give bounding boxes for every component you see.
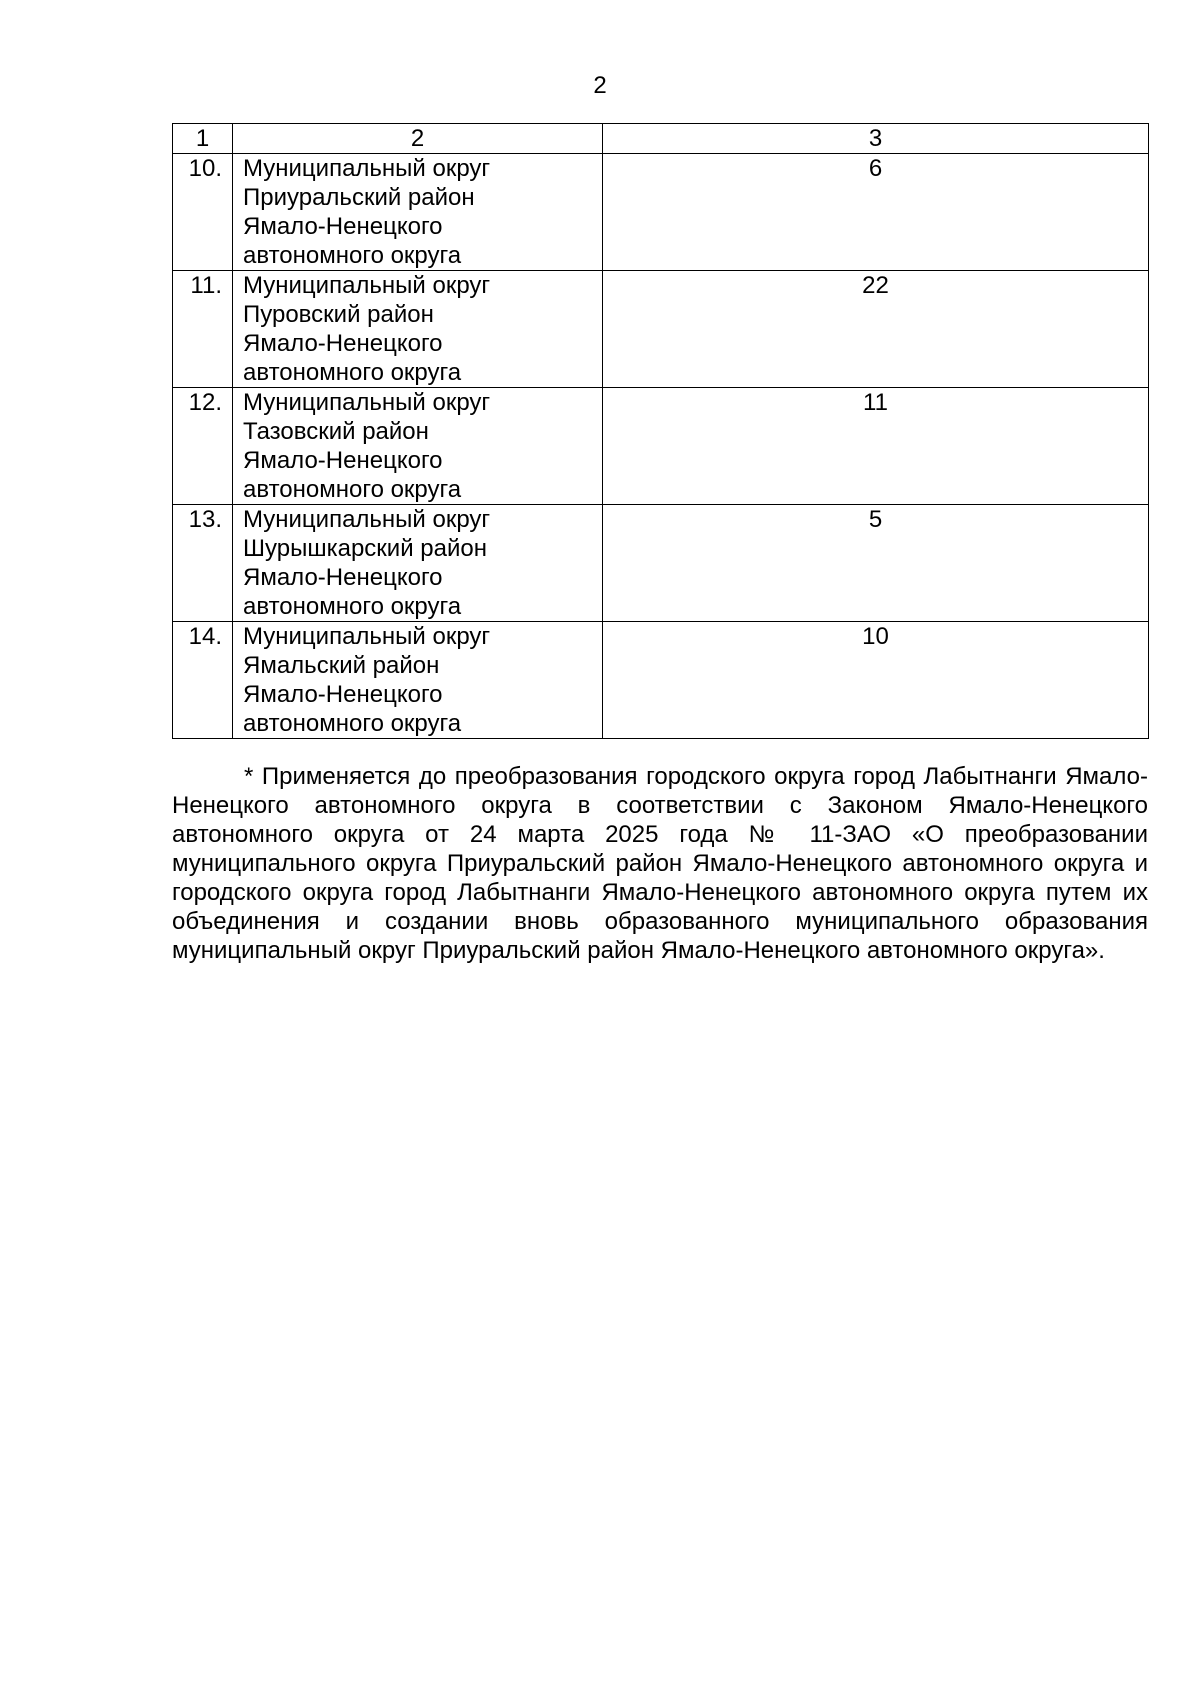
table-row	[173, 154, 1149, 271]
table-row	[173, 388, 1149, 505]
page-number: 2	[593, 72, 607, 99]
district-name-line: Муниципальный округ	[243, 506, 491, 533]
district-name-line: Ямало-Ненецкого	[243, 330, 443, 357]
district-name-line: Ямальский район	[243, 652, 440, 679]
district-name-line: Ямало-Ненецкого	[243, 213, 443, 240]
district-name-line: Приуральский район	[243, 184, 475, 211]
row-number: 12.	[173, 388, 233, 505]
district-value: 10	[603, 622, 1149, 739]
district-value: 6	[603, 154, 1149, 271]
district-name	[233, 622, 603, 739]
table-row	[173, 622, 1149, 739]
table-row	[173, 505, 1149, 622]
district-name-line: Муниципальный округ	[243, 389, 491, 416]
row-number: 14.	[173, 622, 233, 739]
district-name-line: Шурышкарский район	[243, 535, 487, 562]
table-header-row	[173, 124, 1149, 154]
district-name-line: Муниципальный округ	[243, 155, 491, 182]
district-value: 5	[603, 505, 1149, 622]
district-name-line: автономного округа	[243, 593, 462, 620]
district-name-line: Ямало-Ненецкого	[243, 564, 443, 591]
row-number: 10.	[173, 154, 233, 271]
district-name-line: Пуровский район	[243, 301, 434, 328]
column-header: 2	[233, 124, 603, 154]
district-name-line: Муниципальный округ	[243, 623, 491, 650]
district-name-line: автономного округа	[243, 359, 462, 386]
footnote: * Применяется до преобразования городского округа город Лабытнанги Ямало-Ненецкого автономного округа в соответствии с Законом Ямало-Ненецкого автономного округа от 24 марта 2025 года № 11-ЗАО «О преобразовании муниципального округа Приуральский район Ямало-Ненецкого автономного округа и городского округа город Лабытнанги Ямало-Ненецкого автономного округа путем их объединения и создании вновь образованного муниципального образования муниципальный округ Приуральский район Ямало-Ненецкого автономного округа».	[172, 763, 1148, 964]
district-name	[233, 271, 603, 388]
district-name	[233, 154, 603, 271]
district-value: 11	[603, 388, 1149, 505]
district-name-line: Муниципальный округ	[243, 272, 491, 299]
column-header: 3	[603, 124, 1149, 154]
district-name-line: автономного округа	[243, 476, 462, 503]
district-name	[233, 505, 603, 622]
district-name-line: Тазовский район	[243, 418, 429, 445]
column-header: 1	[173, 124, 233, 154]
district-name	[233, 388, 603, 505]
district-name-line: Ямало-Ненецкого	[243, 681, 443, 708]
districts-table	[172, 123, 1149, 739]
district-value: 22	[603, 271, 1149, 388]
row-number: 11.	[173, 271, 233, 388]
row-number: 13.	[173, 505, 233, 622]
table-row	[173, 271, 1149, 388]
district-name-line: автономного округа	[243, 242, 462, 269]
district-name-line: автономного округа	[243, 710, 462, 737]
district-name-line: Ямало-Ненецкого	[243, 447, 443, 474]
